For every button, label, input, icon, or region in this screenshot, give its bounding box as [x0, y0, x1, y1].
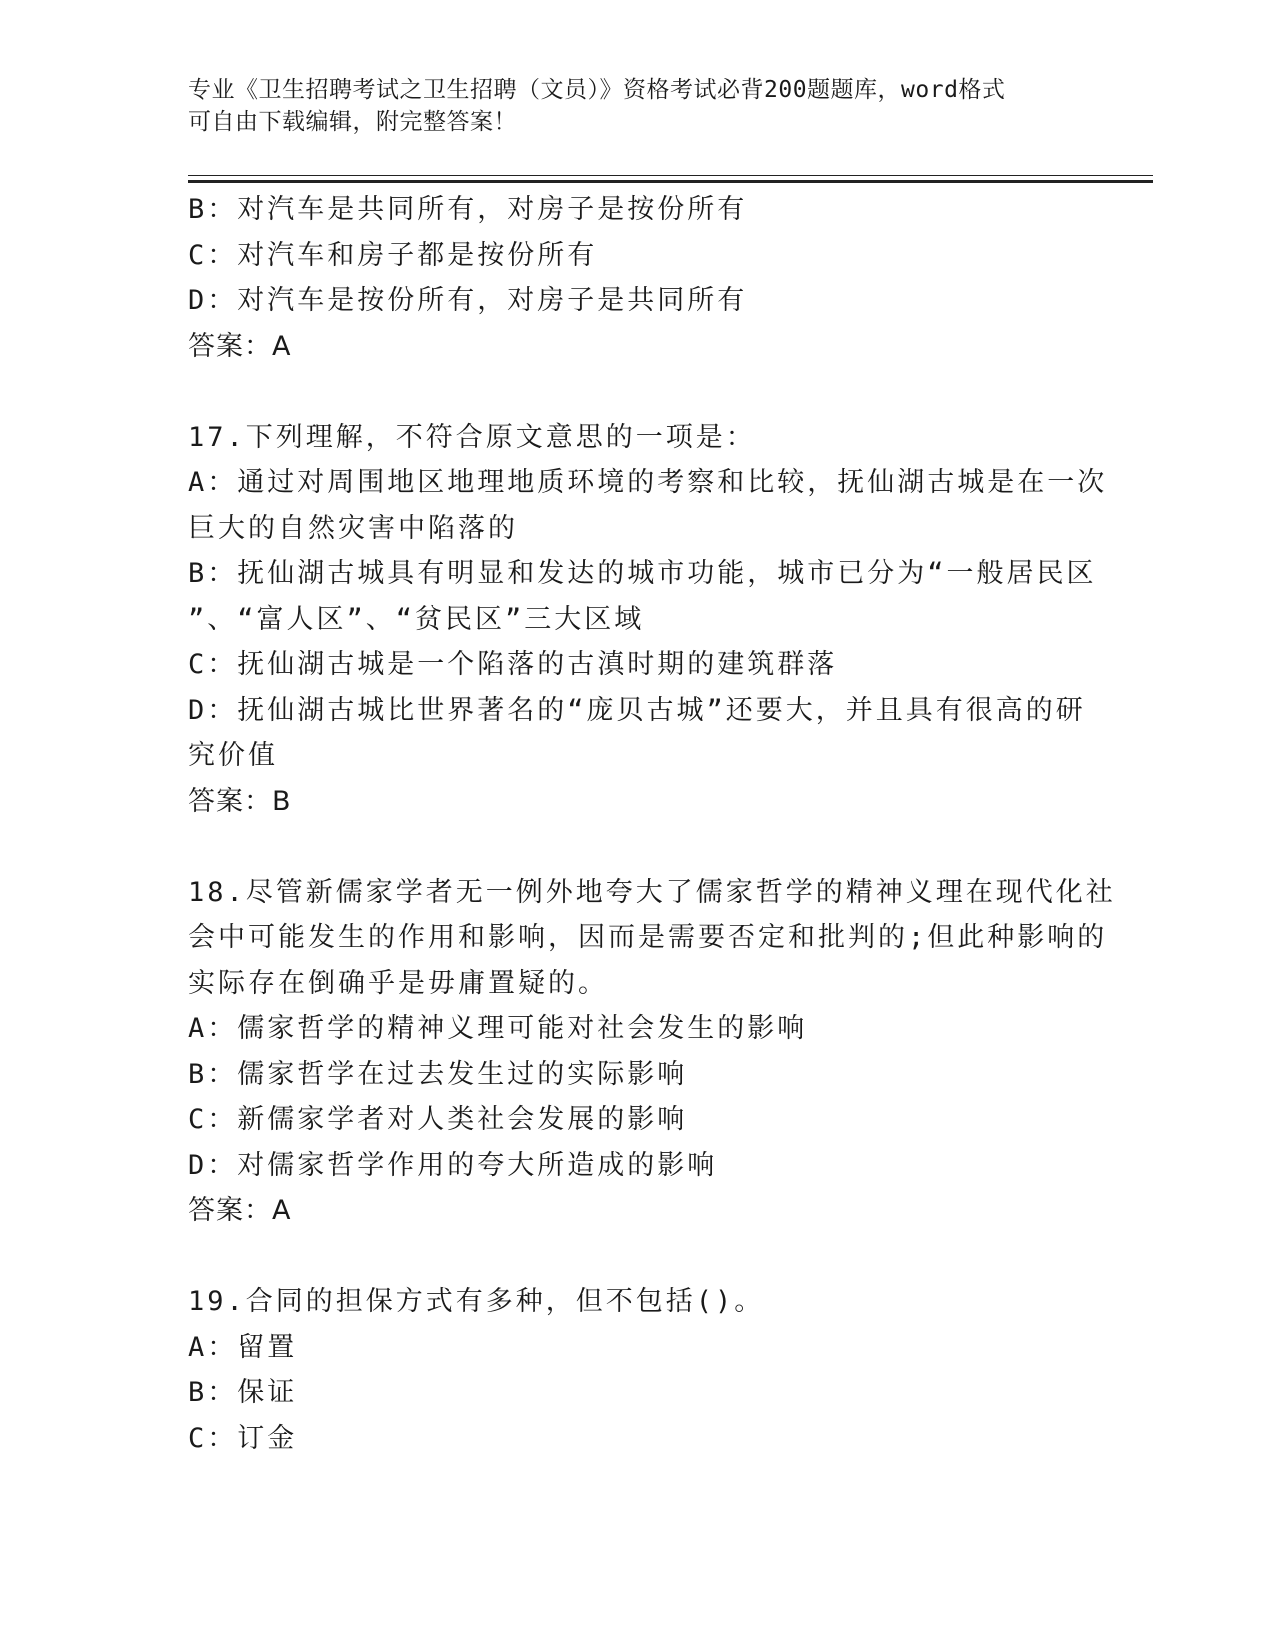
header-divider-thick — [188, 180, 1153, 183]
q17-option-a-line1: A：通过对周围地区地理地质环境的考察和比较，抚仙湖古城是在一次 — [188, 467, 1108, 498]
document-header — [188, 74, 1088, 138]
question-list — [188, 187, 1116, 1461]
q17-stem: 17.下列理解，不符合原文意思的一项是： — [188, 421, 756, 453]
q18-option-a: A：儒家哲学的精神义理可能对社会发生的影响 — [188, 1013, 808, 1044]
q19-stem: 19.合同的担保方式有多种，但不包括()。 — [188, 1286, 765, 1317]
q19-option-c: C：订金 — [188, 1422, 298, 1454]
prev-answer: 答案：A — [188, 330, 292, 362]
q19-option-b: B：保证 — [188, 1377, 298, 1408]
header-title-line2: 可自由下载编辑，附完整答案！ — [188, 109, 517, 135]
q18-stem-line1: 18.尽管新儒家学者无一例外地夸大了儒家哲学的精神义理在现代化社 — [188, 876, 1116, 908]
header-divider-thin — [188, 175, 1153, 176]
q18-option-b: B：儒家哲学在过去发生过的实际影响 — [188, 1058, 688, 1090]
q18-option-d: D：对儒家哲学作用的夸大所造成的影响 — [188, 1149, 718, 1181]
q18-answer: 答案：A — [188, 1195, 292, 1226]
q17-option-b-line2: ”、“富人区”、“贫民区”三大区域 — [188, 603, 645, 635]
q17-option-a-line2: 巨大的自然灾害中陷落的 — [188, 512, 518, 544]
q17-option-b-line1: B：抚仙湖古城具有明显和发达的城市功能，城市已分为“一般居民区 — [188, 558, 1097, 589]
q18-option-c: C：新儒家学者对人类社会发展的影响 — [188, 1104, 688, 1135]
prev-option-d: D：对汽车是按份所有，对房子是共同所有 — [188, 285, 748, 316]
q18-stem-line2: 会中可能发生的作用和影响，因而是需要否定和批判的;但此种影响的 — [188, 922, 1108, 953]
q17-option-d-line2: 究价值 — [188, 740, 278, 771]
spacer — [188, 1234, 1088, 1280]
q18-stem-line3: 实际存在倒确乎是毋庸置疑的。 — [188, 967, 608, 999]
q17-option-c: C：抚仙湖古城是一个陷落的古滇时期的建筑群落 — [188, 649, 838, 680]
spacer — [188, 369, 1088, 415]
q17-answer: 答案：B — [188, 785, 292, 817]
prev-option-b: B：对汽车是共同所有，对房子是按份所有 — [188, 194, 748, 225]
header-title-line1: 专业《卫生招聘考试之卫生招聘（文员）》资格考试必背200题题库，word格式 — [188, 77, 1006, 103]
q19-option-a: A：留置 — [188, 1331, 298, 1363]
prev-option-c: C：对汽车和房子都是按份所有 — [188, 239, 598, 271]
q17-option-d-line1: D：抚仙湖古城比世界著名的“庞贝古城”还要大，并且具有很高的研 — [188, 694, 1086, 726]
spacer — [188, 824, 1088, 870]
